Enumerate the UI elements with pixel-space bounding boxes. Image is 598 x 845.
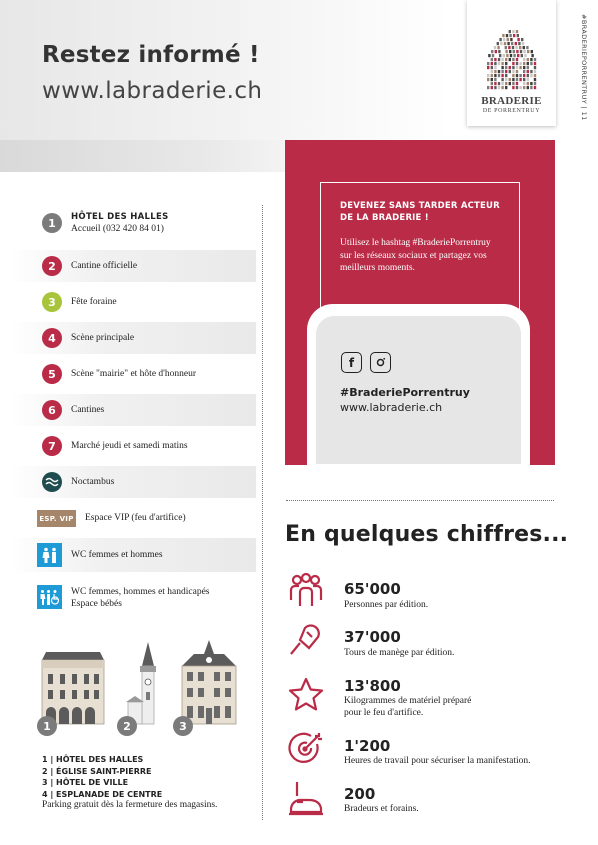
crowd-figure [516, 30, 518, 33]
crowd-figure [527, 58, 529, 61]
side-label: #BRADERIEPORRENTRUY | 11 [580, 14, 588, 121]
building-list-item: 1 | HÔTEL DES HALLES [42, 755, 144, 764]
marker-3-icon: 3 [42, 292, 62, 312]
crowd-figure [503, 54, 505, 57]
crowd-figure [501, 78, 503, 81]
crowd-figure [505, 50, 507, 53]
crowd-figure [519, 66, 521, 69]
crowd-figure [523, 78, 525, 81]
crowd-figure [530, 74, 532, 77]
crowd-figure [513, 50, 515, 53]
crowd-figure [531, 54, 533, 57]
crowd-figure [511, 42, 513, 45]
crowd-figure [516, 62, 518, 65]
crowd-figure [505, 46, 507, 49]
section-divider [286, 500, 554, 501]
crowd-figure [500, 42, 502, 45]
hashtag-link[interactable]: #BraderiePorrentruy [340, 386, 470, 399]
crowd-figure [523, 58, 525, 61]
building-list-item: 3 | HÔTEL DE VILLE [42, 778, 129, 787]
legend-item-wc-handicap [10, 582, 256, 614]
crowd-figure [523, 46, 525, 49]
crowd-figure [507, 42, 509, 45]
crowd-figure [497, 46, 499, 49]
figure-value: 13'800 [344, 677, 401, 695]
crowd-figure [530, 82, 532, 85]
crowd-figure [519, 86, 521, 89]
logo-name: BRADERIE [481, 95, 542, 107]
star-icon [287, 676, 325, 714]
legend-item-cantines [10, 394, 256, 426]
wc-icon [37, 543, 62, 567]
crowd-figure [498, 70, 500, 73]
crowd-figure [530, 86, 532, 89]
crowd-figure [509, 58, 511, 61]
crowd-figure [501, 58, 503, 61]
website-link[interactable]: www.labraderie.ch [42, 78, 263, 104]
crowd-figure [534, 70, 536, 73]
crowd-figure [498, 58, 500, 61]
legend-item-noctambus [10, 466, 256, 498]
crowd-figure [501, 82, 503, 85]
crowd-figure [530, 58, 532, 61]
crowd-figure [516, 70, 518, 73]
crowd-figure [509, 70, 511, 73]
crowd-figure [509, 50, 511, 53]
crowd-figure [516, 82, 518, 85]
legend-label: Accueil (032 420 84 01) [71, 224, 164, 234]
crowd-figure [512, 58, 514, 61]
crowd-figure [491, 82, 493, 85]
crowd-figure [516, 78, 518, 81]
braderie-logo [467, 0, 556, 126]
crowd-figure [491, 86, 493, 89]
crowd-figure [487, 74, 489, 77]
crowd-figure [516, 74, 518, 77]
crowd-figure [505, 78, 507, 81]
crowd-figure [534, 58, 536, 61]
crowd-figure [505, 66, 507, 69]
legend-label: Scène principale [71, 333, 135, 343]
crowd-figure [498, 50, 500, 53]
crowd-figure [527, 78, 529, 81]
crowd-figure [512, 30, 514, 33]
crowd-figure [530, 62, 532, 65]
legend-item-fete-foraine [10, 286, 256, 318]
legend-item-wc [10, 538, 256, 572]
crowd-figure [534, 62, 536, 65]
crowd-figure [520, 50, 522, 53]
crowd-figure [523, 86, 525, 89]
hotel-de-ville-drawing [182, 640, 236, 724]
crowd-figure [515, 42, 517, 45]
crowd-figure [491, 70, 493, 73]
crowd-figure [530, 70, 532, 73]
crowd-figure [512, 62, 514, 65]
page-title: Restez informé ! [42, 42, 260, 68]
legend-label-2: Espace bébés [71, 599, 122, 609]
noctambus-icon [42, 472, 62, 492]
crowd-figure [505, 74, 507, 77]
crowd-figure [512, 86, 514, 89]
crowd-figure [487, 62, 489, 65]
crowd-figure [487, 86, 489, 89]
crowd-figure [491, 78, 493, 81]
figure-desc: Bradeurs et forains. [344, 804, 419, 814]
crowd-figure [527, 70, 529, 73]
crowd-figure [509, 78, 511, 81]
crowd-figure [498, 62, 500, 65]
column-divider [262, 205, 263, 820]
crowd-figure [512, 74, 514, 77]
legend-label: WC femmes et hommes [71, 550, 163, 560]
crowd-figure [534, 86, 536, 89]
crowd-figure [512, 78, 514, 81]
crowd-figure [512, 46, 514, 49]
legend-item-scene-mairie [10, 358, 256, 390]
crowd-figure [505, 82, 507, 85]
legend-item-scene-principale [10, 322, 256, 354]
legend-item-cantine-officielle [10, 250, 256, 282]
vip-badge: ESP. VIP [37, 510, 76, 527]
figure-desc: Heures de travail pour sécuriser la manifestation. [344, 756, 531, 766]
building-marker-1-icon: 1 [37, 716, 57, 736]
crowd-figure [509, 82, 511, 85]
crowd-figure [491, 66, 493, 69]
crowd-figure [491, 74, 493, 77]
crowd-figure [522, 42, 524, 45]
crowd-figure [521, 38, 523, 41]
phone-website-link[interactable]: www.labraderie.ch [340, 401, 443, 414]
crowd-figure [501, 66, 503, 69]
marker-1-icon: 1 [42, 213, 62, 233]
crowd-figure [504, 42, 506, 45]
crowd-figure [497, 42, 499, 45]
target-icon [287, 730, 325, 768]
crowd-figure [526, 46, 528, 49]
figure-value: 37'000 [344, 628, 401, 646]
crowd-figure [519, 46, 521, 49]
legend-label: Cantine officielle [71, 261, 138, 271]
crowd-figure [509, 30, 511, 33]
crowd-figure [488, 54, 490, 57]
crowd-figure [505, 62, 507, 65]
crowd-figure [534, 82, 536, 85]
building-list-item: 2 | ÉGLISE SAINT-PIERRE [42, 766, 152, 776]
crowd-figure [512, 82, 514, 85]
instagram-icon[interactable] [370, 352, 391, 373]
crowd-figure [527, 74, 529, 77]
crowd-figure [494, 78, 496, 81]
crowd-figure [505, 58, 507, 61]
figure-value: 200 [344, 785, 376, 803]
legend-label: WC femmes, hommes et handicapés [71, 587, 210, 597]
crowd-figure [494, 86, 496, 89]
crowd-figure [517, 34, 519, 37]
crowd-figure [509, 66, 511, 69]
eglise-saint-pierre-drawing [126, 638, 156, 724]
crowd-figure [506, 34, 508, 37]
building-list [42, 754, 217, 812]
crowd-figure [521, 54, 523, 57]
crowd-figure [527, 82, 529, 85]
crowd-figure [505, 86, 507, 89]
crowd-figure [502, 34, 504, 37]
popsicle-icon [287, 622, 325, 660]
parking-note: Parking gratuit dès la fermeture des magasins. [42, 800, 218, 810]
crowd-figure [494, 58, 496, 61]
crowd-figure [507, 38, 509, 41]
crowd-figure [506, 54, 508, 57]
legend-title: HÔTEL DES HALLES [71, 212, 169, 222]
crowd-figure [523, 66, 525, 69]
crowd-figure [513, 54, 515, 57]
logo-subtitle: DE PORRENTRUY [482, 108, 541, 114]
crowd-figure [510, 38, 512, 41]
crowd-figure [516, 50, 518, 53]
people-icon [287, 572, 325, 610]
crowd-figure [509, 34, 511, 37]
crowd-figure [498, 74, 500, 77]
crowd-figure [534, 78, 536, 81]
social-text: Utilisez le hashtag #BraderiePorrentruy sur les réseaux sociaux et partagez vos meilleurs moments. [340, 238, 491, 273]
crowd-figure [491, 62, 493, 65]
legend-label: Noctambus [71, 477, 115, 487]
figure-desc: Tours de manège par édition. [344, 648, 455, 658]
crowd-house-logo-icon [467, 0, 556, 92]
legend-label: Cantines [71, 405, 105, 415]
crowd-figure [515, 46, 517, 49]
crowd-figure [501, 70, 503, 73]
building-marker-3-icon: 3 [173, 716, 193, 736]
header-grey-bar [0, 140, 284, 172]
crowd-figure [498, 86, 500, 89]
crowd-figure [494, 70, 496, 73]
crowd-figure [523, 70, 525, 73]
crowd-figure [534, 74, 536, 77]
crowd-figure [519, 62, 521, 65]
crowd-figure [508, 46, 510, 49]
crowd-figure [527, 66, 529, 69]
crowd-figure [487, 78, 489, 81]
crowd-figure [527, 62, 529, 65]
crowd-figure [524, 54, 526, 57]
marker-4-icon: 4 [42, 328, 62, 348]
figure-value: 65'000 [344, 580, 401, 598]
crowd-figure [519, 78, 521, 81]
crowd-figure [523, 50, 525, 53]
crowd-figure [494, 62, 496, 65]
figure-desc: Kilogrammes de matériel préparé pour le feu d'artifice. [344, 696, 472, 718]
crowd-figure [523, 74, 525, 77]
marker-5-icon: 5 [42, 364, 62, 384]
legend-label: Marché jeudi et samedi matins [71, 441, 188, 451]
legend-item-espace-vip [10, 502, 256, 534]
bumper-car-icon [287, 780, 325, 818]
crowd-figure [527, 86, 529, 89]
crowd-figure [516, 66, 518, 69]
crowd-figure [492, 54, 494, 57]
crowd-figure [517, 38, 519, 41]
figures-title: En quelques chiffres... [285, 522, 569, 547]
marker-7-icon: 7 [42, 436, 62, 456]
crowd-figure [494, 46, 496, 49]
crowd-figure [487, 66, 489, 69]
crowd-figure [494, 66, 496, 69]
crowd-figure [517, 54, 519, 57]
legend-item-hotel-des-halles [10, 208, 256, 238]
crowd-figure [531, 50, 533, 53]
crowd-figure [505, 70, 507, 73]
crowd-figure [523, 62, 525, 65]
building-marker-2-icon: 2 [117, 716, 137, 736]
crowd-figure [501, 62, 503, 65]
crowd-figure [513, 34, 515, 37]
crowd-figure [494, 74, 496, 77]
crowd-figure [503, 38, 505, 41]
crowd-figure [495, 50, 497, 53]
buildings-illustration [36, 636, 246, 740]
crowd-figure [512, 66, 514, 69]
wc-handicap-icon [37, 585, 62, 609]
crowd-figure [519, 74, 521, 77]
crowd-figure [491, 58, 493, 61]
figure-value: 1'200 [344, 737, 391, 755]
crowd-figure [491, 50, 493, 53]
crowd-figure [501, 86, 503, 89]
crowd-figure [534, 66, 536, 69]
crowd-figure [527, 50, 529, 53]
facebook-icon[interactable]: f [341, 352, 362, 373]
social-heading: DEVENEZ SANS TARDER ACTEUR DE LA BRADERIE ! [340, 201, 500, 223]
legend-label: Scène "mairie" et hôte d'honneur [71, 369, 197, 379]
crowd-figure [516, 58, 518, 61]
hotel-des-halles-drawing [42, 652, 104, 724]
crowd-figure [512, 70, 514, 73]
legend-label: Fête foraine [71, 297, 117, 307]
crowd-figure [510, 54, 512, 57]
crowd-figure [494, 82, 496, 85]
legend-item-marche [10, 430, 256, 462]
crowd-figure [501, 74, 503, 77]
crowd-figure [516, 86, 518, 89]
crowd-figure [498, 82, 500, 85]
marker-2-icon: 2 [42, 256, 62, 276]
crowd-figure [518, 42, 520, 45]
crowd-figure [499, 38, 501, 41]
crowd-figure [499, 54, 501, 57]
figure-desc: Personnes par édition. [344, 600, 429, 610]
legend-label: Espace VIP (feu d'artifice) [85, 513, 186, 523]
marker-6-icon: 6 [42, 400, 62, 420]
crowd-figure [523, 82, 525, 85]
building-list-item: 4 | ESPLANADE DE CENTRE [42, 789, 163, 799]
